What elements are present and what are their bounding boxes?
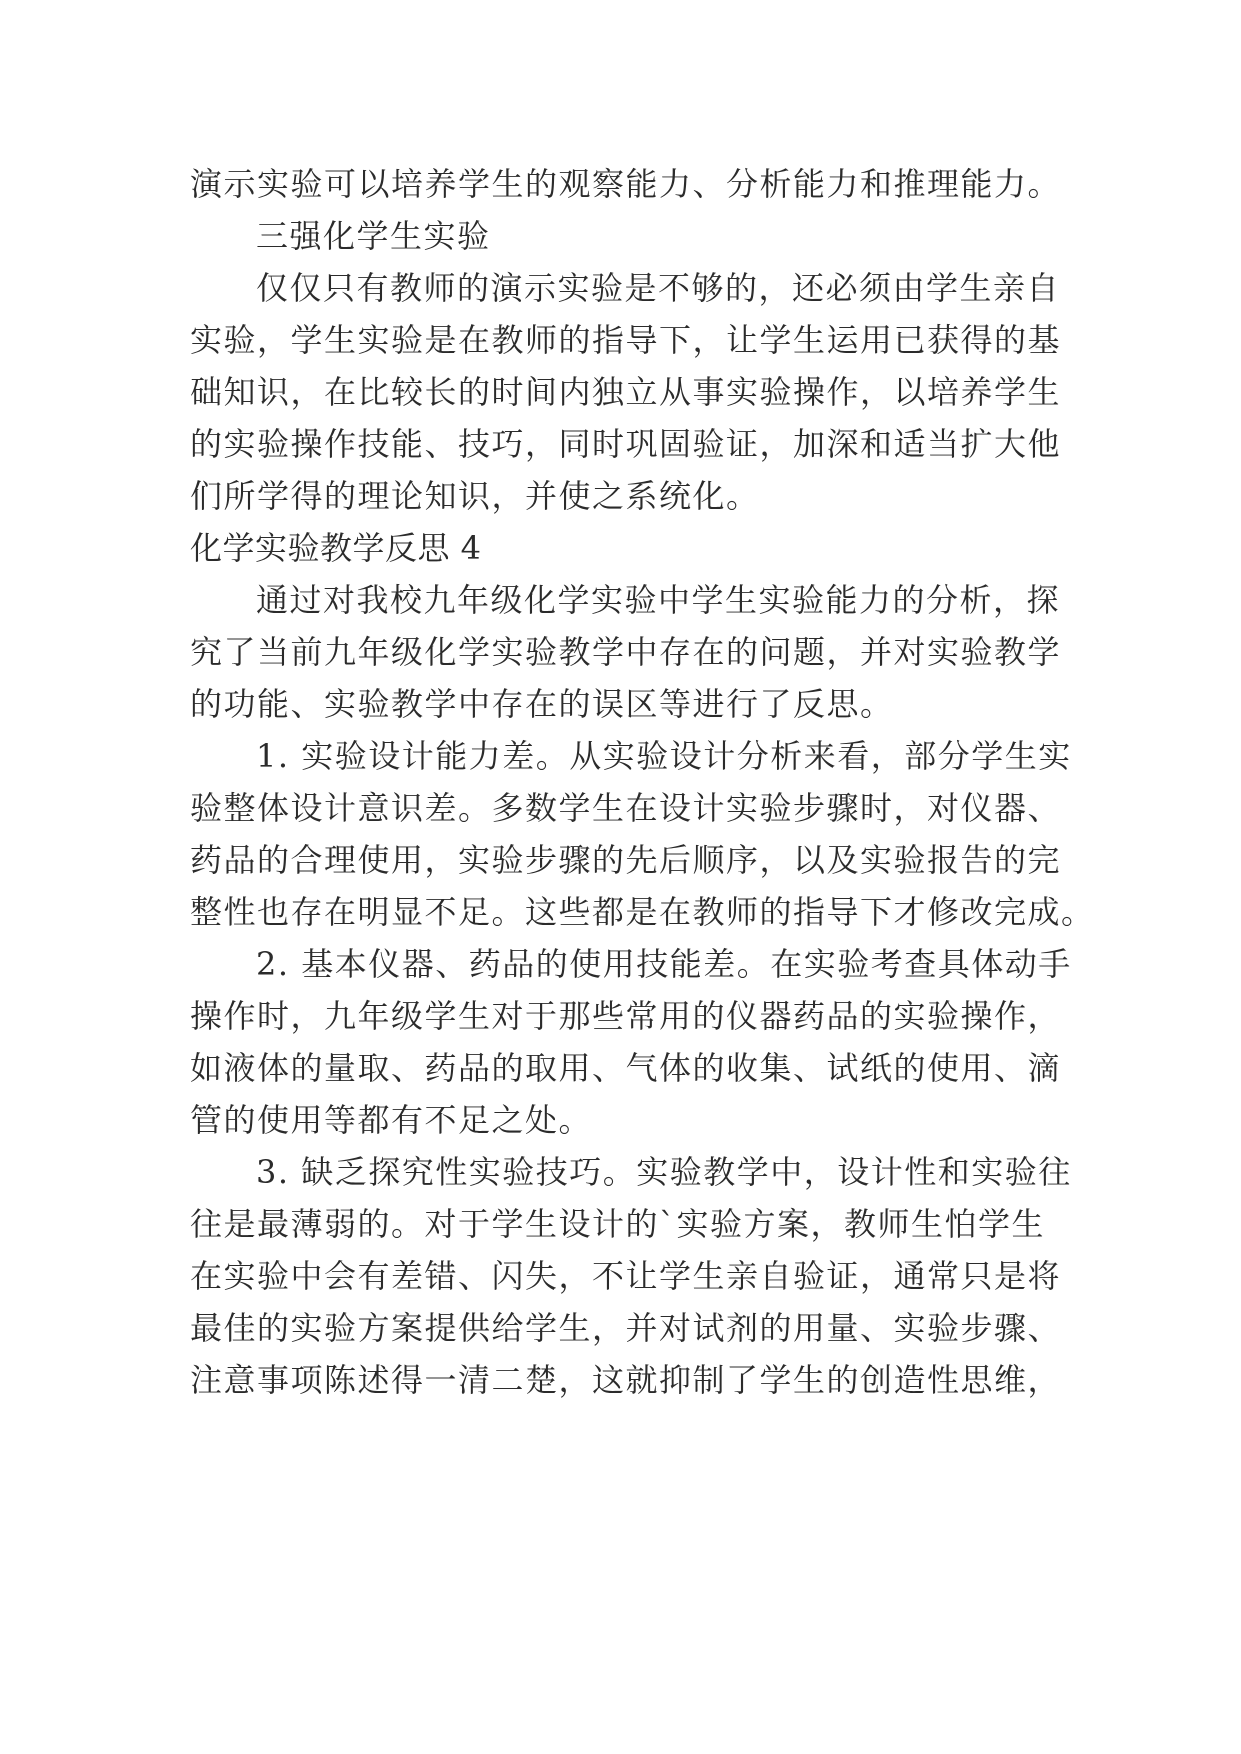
text-line: 最佳的实验方案提供给学生，并对试剂的用量、实验步骤、 [190, 1309, 1062, 1347]
text-line: 1. 实验设计能力差。从实验设计分析来看，部分学生实 [256, 737, 1072, 775]
text-line: 实验，学生实验是在教师的指导下，让学生运用已获得的基 [190, 321, 1062, 359]
text-line: 药品的合理使用，实验步骤的先后顺序，以及实验报告的完 [190, 841, 1062, 879]
document-heading: 化学实验教学反思 4 [190, 529, 482, 567]
text-line: 演示实验可以培养学生的观察能力、分析能力和推理能力。 [190, 165, 1062, 203]
text-line: 的实验操作技能、技巧，同时巩固验证，加深和适当扩大他 [190, 425, 1062, 463]
text-line: 通过对我校九年级化学实验中学生实验能力的分析，探 [256, 581, 1061, 619]
text-line: 往是最薄弱的。对于学生设计的`实验方案，教师生怕学生 [190, 1205, 1046, 1243]
text-line: 整性也存在明显不足。这些都是在教师的指导下才修改完成。 [190, 893, 1095, 931]
text-line: 础知识，在比较长的时间内独立从事实验操作，以培养学生 [190, 373, 1062, 411]
text-line: 操作时，九年级学生对于那些常用的仪器药品的实验操作， [190, 997, 1062, 1035]
text-line: 在实验中会有差错、闪失，不让学生亲自验证，通常只是将 [190, 1257, 1062, 1295]
text-line: 2. 基本仪器、药品的使用技能差。在实验考查具体动手 [256, 945, 1072, 983]
text-line: 仅仅只有教师的演示实验是不够的，还必须由学生亲自 [256, 269, 1061, 307]
text-line: 的功能、实验教学中存在的误区等进行了反思。 [190, 685, 894, 723]
text-line: 们所学得的理论知识，并使之系统化。 [190, 477, 760, 515]
text-line: 验整体设计意识差。多数学生在设计实验步骤时，对仪器、 [190, 789, 1062, 827]
text-line: 3. 缺乏探究性实验技巧。实验教学中，设计性和实验往 [256, 1153, 1072, 1191]
text-line: 注意事项陈述得一清二楚，这就抑制了学生的创造性思维， [190, 1361, 1062, 1399]
text-line: 管的使用等都有不足之处。 [190, 1101, 593, 1139]
text-line: 究了当前九年级化学实验教学中存在的问题，并对实验教学 [190, 633, 1062, 671]
text-line: 如液体的量取、药品的取用、气体的收集、试纸的使用、滴 [190, 1049, 1062, 1087]
section-heading: 三强化学生实验 [256, 217, 491, 255]
